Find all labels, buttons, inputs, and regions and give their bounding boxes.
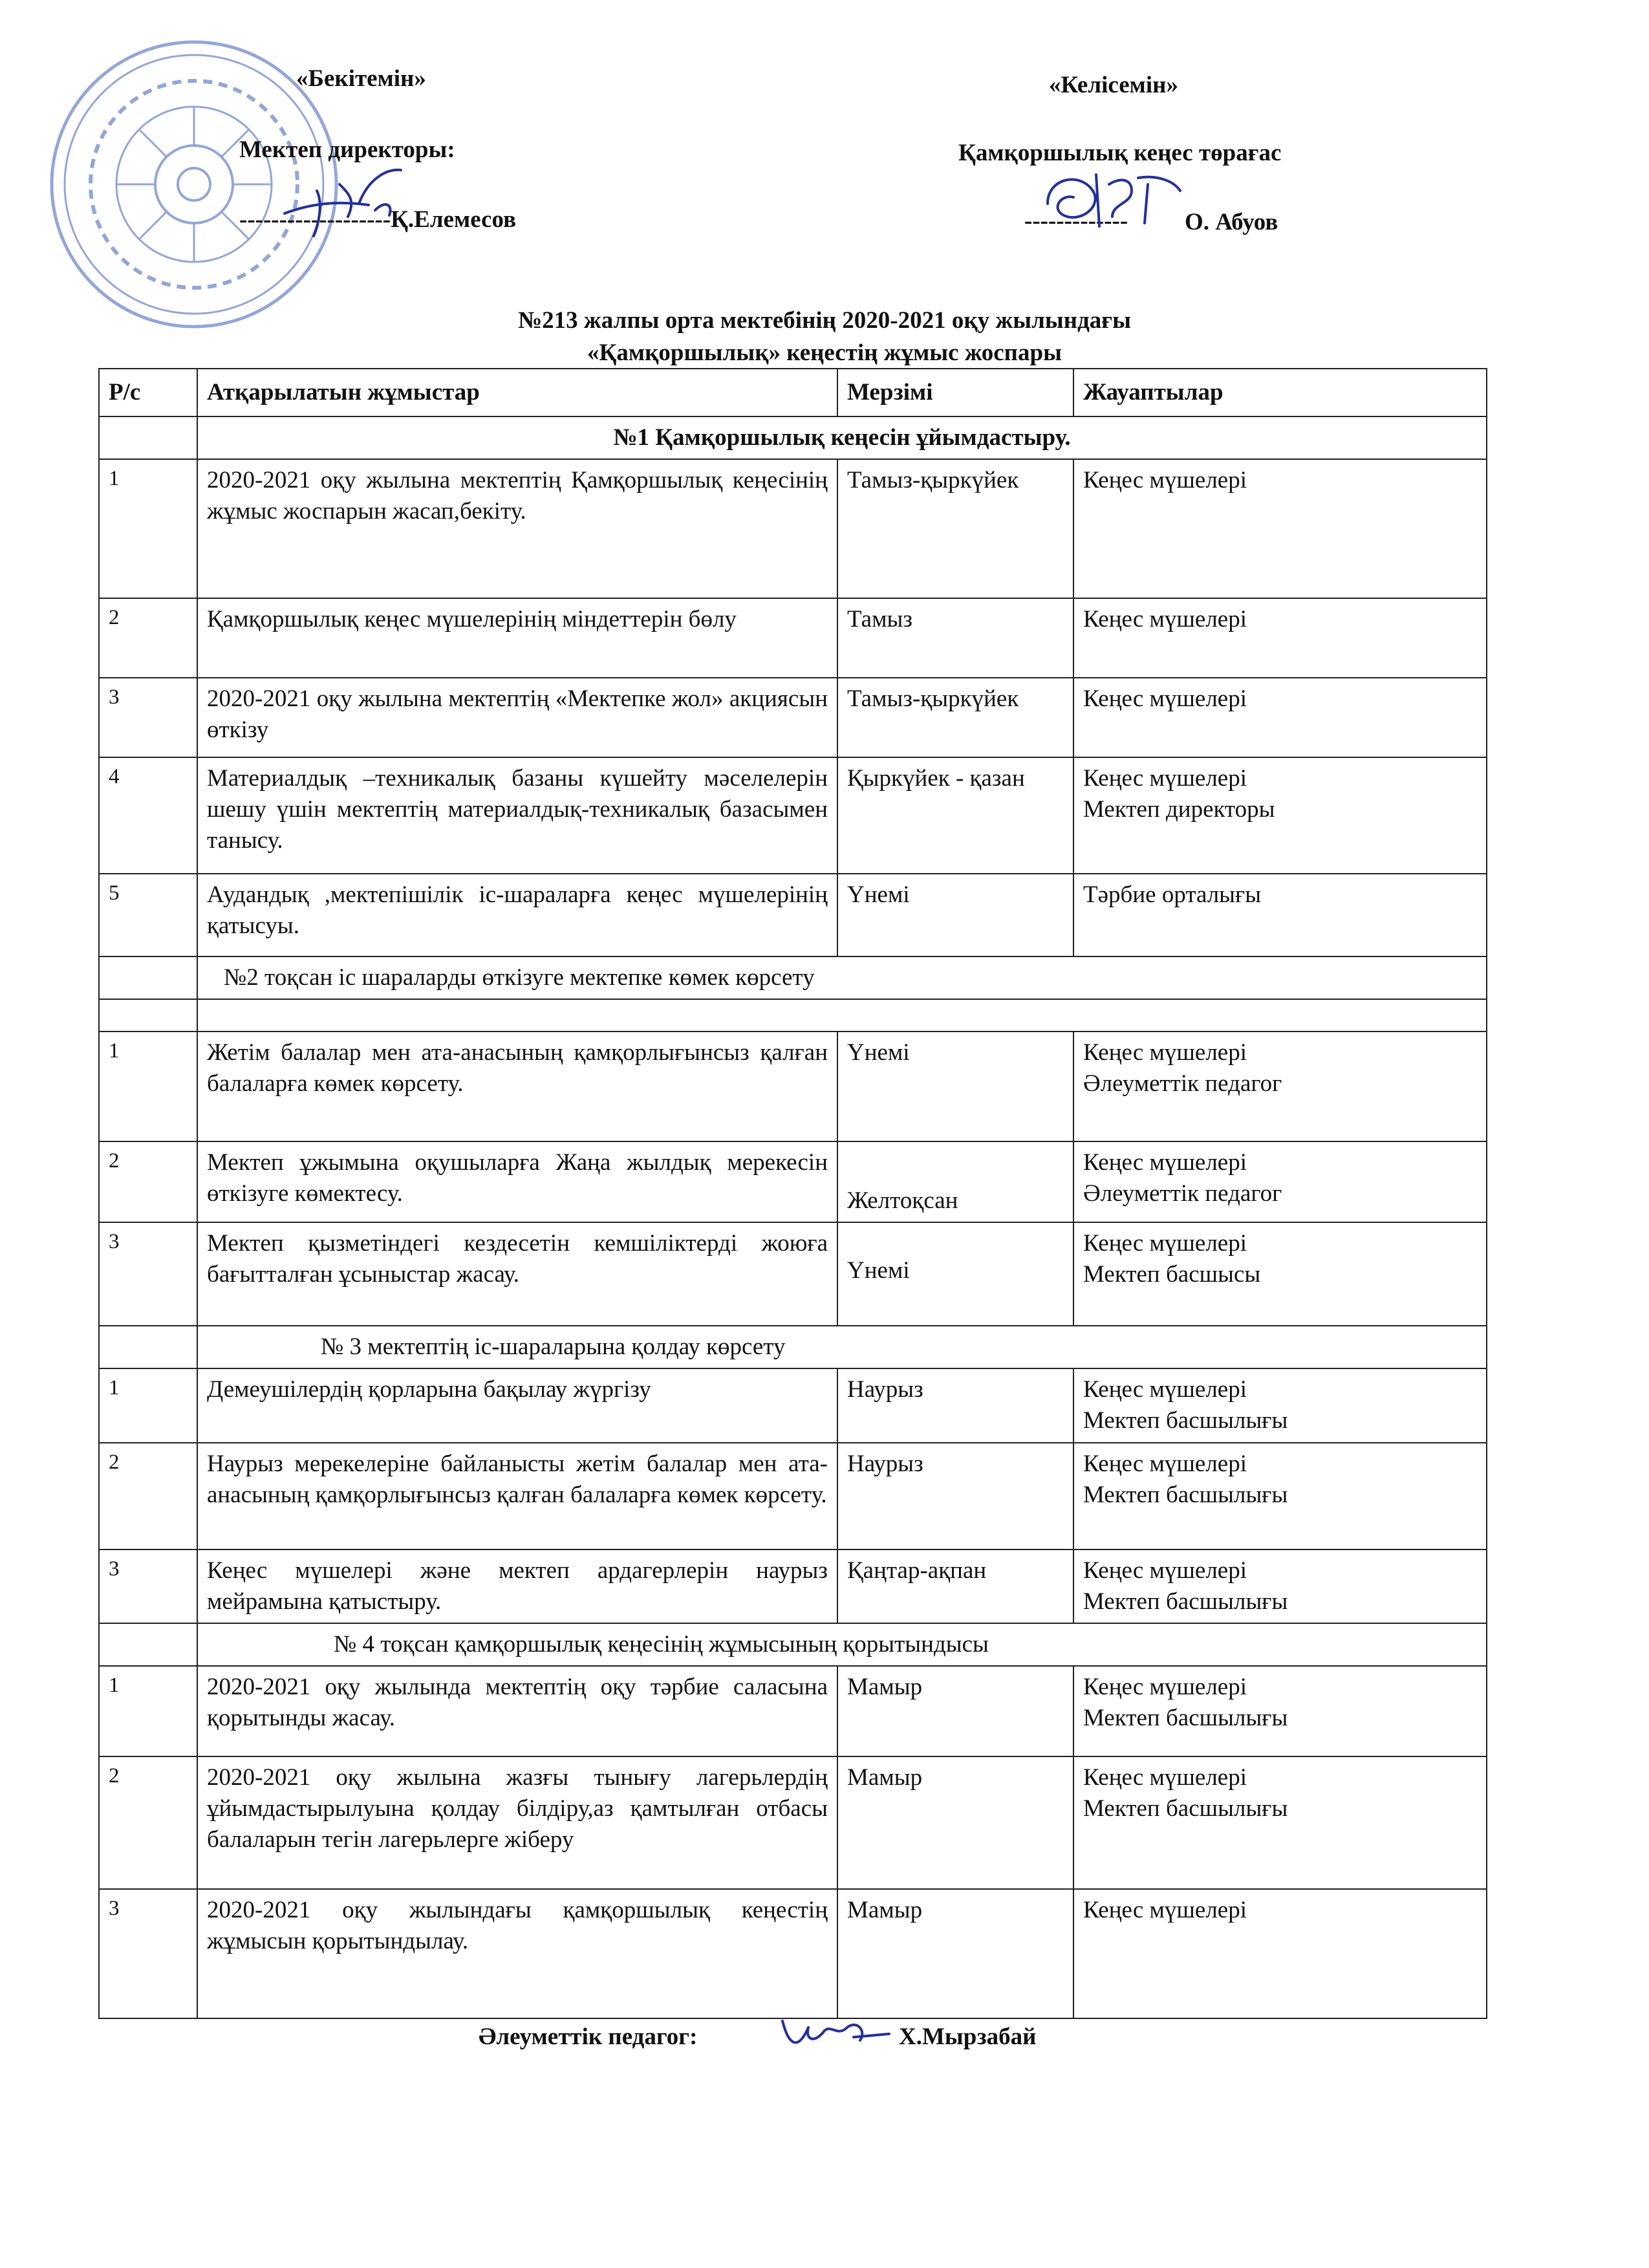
- section-row: [99, 956, 1487, 999]
- row-number: 3: [99, 678, 197, 757]
- document-title-line-1: №213 жалпы орта мектебінің 2020-2021 оқу жылындағы: [518, 307, 1131, 334]
- row-work: 2020-2021 оқу жылында мектептің оқу тәрбие саласына қорытынды жасау.: [197, 1666, 837, 1756]
- table-row: [99, 459, 1487, 598]
- row-number: 2: [99, 1756, 197, 1889]
- row-number: 1: [99, 1368, 197, 1442]
- section-row: [99, 416, 1487, 459]
- row-responsible: Кеңес мүшелері Мектеп басшылығы: [1073, 1368, 1487, 1442]
- table-row: [99, 1368, 1487, 1442]
- table-row: [99, 1031, 1487, 1141]
- row-responsible: Кеңес мүшелері Мектеп басшылығы: [1073, 1443, 1487, 1550]
- row-responsible: Кеңес мүшелері Әлеуметтік педагог: [1073, 1031, 1487, 1141]
- row-term: Мамыр: [837, 1756, 1073, 1889]
- row-responsible: Кеңес мүшелері Мектеп басшысы: [1073, 1222, 1487, 1326]
- column-header-term: Мерзімі: [837, 369, 1073, 416]
- chair-signature: [1035, 158, 1190, 236]
- row-work: Материалдық –техникалық базаны күшейту мәселелерін шешу үшін мектептің материалдық-техникалық базасымен танысу.: [197, 757, 837, 874]
- row-responsible: Кеңес мүшелері: [1073, 1889, 1487, 2018]
- row-work: Демеушілердің қорларына бақылау жүргізу: [197, 1368, 837, 1442]
- table-row: [99, 1550, 1487, 1623]
- row-work: 2020-2021 оқу жылындағы қамқоршылық кеңестің жұмысын қорытындылау.: [197, 1889, 837, 2018]
- table-row: [99, 1222, 1487, 1326]
- row-responsible: Кеңес мүшелері: [1073, 678, 1487, 757]
- row-number: 2: [99, 598, 197, 678]
- table-row: [99, 874, 1487, 956]
- chair-role: Қамқоршылық кеңес төрағас: [958, 140, 1282, 166]
- row-term: Мамыр: [837, 1889, 1073, 2018]
- row-responsible: Тәрбие орталығы: [1073, 874, 1487, 956]
- row-number: 1: [99, 1666, 197, 1756]
- table-row: [99, 1141, 1487, 1222]
- pedagogue-signature: [776, 2002, 892, 2060]
- row-term: Мамыр: [837, 1666, 1073, 1756]
- row-work: Мектеп қызметіндегі кездесетін кемшіліктерді жоюға бағытталған ұсыныстар жасау.: [197, 1222, 837, 1326]
- row-number: 4: [99, 757, 197, 874]
- approve-label-right: «Келісемін»: [1049, 72, 1178, 98]
- row-term: Қыркүйек - қазан: [837, 757, 1073, 874]
- table-row: [99, 1889, 1487, 2018]
- pedagogue-label: Әлеуметтік педагог:: [479, 2024, 698, 2050]
- section-title: №2 тоқсан іс шараларды өткізуге мектепке көмек көрсету: [197, 956, 1487, 999]
- section-title: №1 Қамқоршылық кеңесін ұйымдастыру.: [197, 416, 1487, 459]
- row-work: Аудандық ,мектепішілік іс-шараларға кеңес мүшелерінің қатысуы.: [197, 874, 837, 956]
- row-work: Жетім балалар мен ата-анасының қамқорлығынсыз қалған балаларға көмек көрсету.: [197, 1031, 837, 1141]
- director-signature: [278, 165, 407, 243]
- row-responsible: Кеңес мүшелері: [1073, 598, 1487, 678]
- row-term: Тамыз: [837, 598, 1073, 678]
- row-work: 2020-2021 оқу жылына жазғы тынығу лагерьлердің ұйымдастырылуына қолдау білдіру,аз қамтылған отбасы балаларын тегін лагерьлерге жіберу: [197, 1756, 837, 1889]
- row-work: 2020-2021 оқу жылына мектептің Қамқоршылық кеңесінің жұмыс жоспарын жасап,бекіту.: [197, 459, 837, 598]
- table-row: [99, 1756, 1487, 1889]
- row-number: 2: [99, 1141, 197, 1222]
- row-work: 2020-2021 оқу жылына мектептің «Мектепке жол» акциясын өткізу: [197, 678, 837, 757]
- row-responsible: Кеңес мүшелері Әлеуметтік педагог: [1073, 1141, 1487, 1222]
- row-work: Мектеп ұжымына оқушыларға Жаңа жылдық мерекесін өткізуге көмектесу.: [197, 1141, 837, 1222]
- work-plan-table: [98, 368, 1487, 2019]
- director-signature-line: -------------------Қ.Елемесов: [239, 206, 517, 233]
- approve-label-left: «Бекітемін»: [296, 65, 426, 92]
- column-header-number: Р/с: [99, 369, 197, 416]
- section-title: № 3 мектептің іс-шараларына қолдау көрсету: [197, 1326, 1487, 1368]
- section-title: № 4 тоқсан қамқоршылық кеңесінің жұмысының қорытындысы: [197, 1623, 1487, 1666]
- row-term: Желтоқсан: [837, 1141, 1073, 1222]
- pedagogue-name: Х.Мырзабай: [899, 2024, 1037, 2050]
- table-row: [99, 598, 1487, 678]
- row-work: Қамқоршылық кеңес мүшелерінің міндеттерін бөлу: [197, 598, 837, 678]
- row-term: Үнемі: [837, 874, 1073, 956]
- row-term: Тамыз-қыркүйек: [837, 678, 1073, 757]
- row-work: Наурыз мерекелеріне байланысты жетім балалар мен ата-анасының қамқорлығынсыз қалған балаларға көмек көрсету.: [197, 1443, 837, 1550]
- row-responsible: Кеңес мүшелері Мектеп басшылығы: [1073, 1550, 1487, 1623]
- row-term: Наурыз: [837, 1368, 1073, 1442]
- row-term: Тамыз-қыркүйек: [837, 459, 1073, 598]
- table-row: [99, 1666, 1487, 1756]
- table-row: [99, 678, 1487, 757]
- document-title-line-2: «Қамқоршылық» кеңестің жұмыс жоспары: [587, 340, 1062, 366]
- column-header-work: Атқарылатын жұмыстар: [197, 369, 837, 416]
- director-role: Мектеп директоры:: [239, 136, 455, 163]
- row-number: 1: [99, 459, 197, 598]
- section-row: [99, 1326, 1487, 1368]
- row-responsible: Кеңес мүшелері Мектеп директоры: [1073, 757, 1487, 874]
- row-term: Үнемі: [837, 1222, 1073, 1326]
- row-number: 3: [99, 1889, 197, 2018]
- section-row: [99, 1623, 1487, 1666]
- table-row: [99, 1443, 1487, 1550]
- row-term: Үнемі: [837, 1031, 1073, 1141]
- row-term: Наурыз: [837, 1443, 1073, 1550]
- spacer-row: [99, 999, 1487, 1031]
- row-term: Қаңтар-ақпан: [837, 1550, 1073, 1623]
- row-work: Кеңес мүшелері және мектеп ардагерлерін наурыз мейрамына қатыстыру.: [197, 1550, 837, 1623]
- chair-signature-line: -------------: [1024, 208, 1128, 234]
- row-number: 1: [99, 1031, 197, 1141]
- row-responsible: Кеңес мүшелері Мектеп басшылығы: [1073, 1756, 1487, 1889]
- column-header-responsible: Жауаптылар: [1073, 369, 1487, 416]
- table-row: [99, 757, 1487, 874]
- row-responsible: Кеңес мүшелері Мектеп басшылығы: [1073, 1666, 1487, 1756]
- row-number: 5: [99, 874, 197, 956]
- row-responsible: Кеңес мүшелері: [1073, 459, 1487, 598]
- row-number: 3: [99, 1222, 197, 1326]
- chair-name: О. Абуов: [1185, 209, 1278, 235]
- row-number: 3: [99, 1550, 197, 1623]
- row-number: 2: [99, 1443, 197, 1550]
- table-header-row: [99, 369, 1487, 416]
